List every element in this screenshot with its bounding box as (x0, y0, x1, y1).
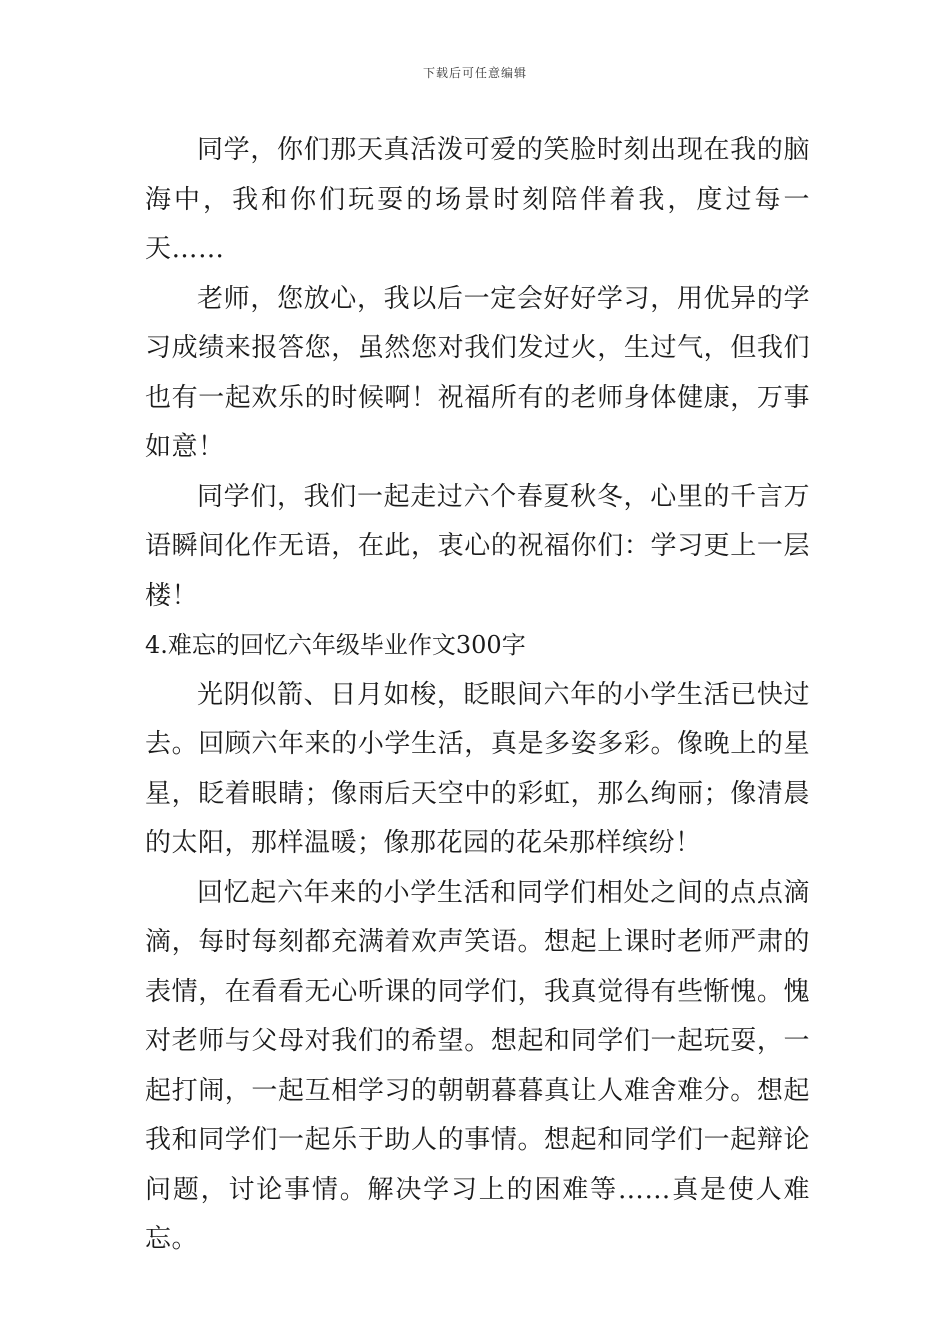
document-body (145, 126, 810, 1265)
paragraph-teacher-promise: 老师，您放心，我以后一定会好好学习，用优异的学习成绩来报答您，虽然您对我们发过火，生过气，但我们也有一起欢乐的时候啊！祝福所有的老师身体健康，万事如意！ (145, 283, 810, 462)
section-heading: 4.难忘的回忆六年级毕业作文300字 (145, 631, 526, 659)
paragraph-classmates-blessing: 同学们，我们一起走过六个春夏秋冬，心里的千言万语瞬间化作无语，在此，衷心的祝福你们：学习更上一层楼！ (145, 481, 810, 611)
page-header: 下载后可任意编辑 (422, 66, 527, 80)
paragraph-classmates-memories: 同学，你们那天真活泼可爱的笑脸时刻出现在我的脑海中，我和你们玩耍的场景时刻陪伴着我，度过每一天…… (145, 135, 810, 264)
paragraph-time-flies: 光阴似箭、日月如梭，眨眼间六年的小学生活已快过去。回顾六年来的小学生活，真是多姿多彩。像晚上的星星，眨着眼睛；像雨后天空中的彩虹，那么绚丽；像清晨的太阳，那样温暖；像那花园的花朵那样缤纷！ (145, 679, 810, 858)
paragraph-recollections: 回忆起六年来的小学生活和同学们相处之间的点点滴滴，每时每刻都充满着欢声笑语。想起上课时老师严肃的表情，在看看无心听课的同学们，我真觉得有些惭愧。愧对老师与父母对我们的希望。想起和同学们一起玩耍，一起打闹，一起互相学习的朝朝暮暮真让人难舍难分。想起我和同学们一起乐于助人的事情。想起和同学们一起辩论问题，讨论事情。解决学习上的困难等……真是使人难忘。 (145, 877, 810, 1254)
